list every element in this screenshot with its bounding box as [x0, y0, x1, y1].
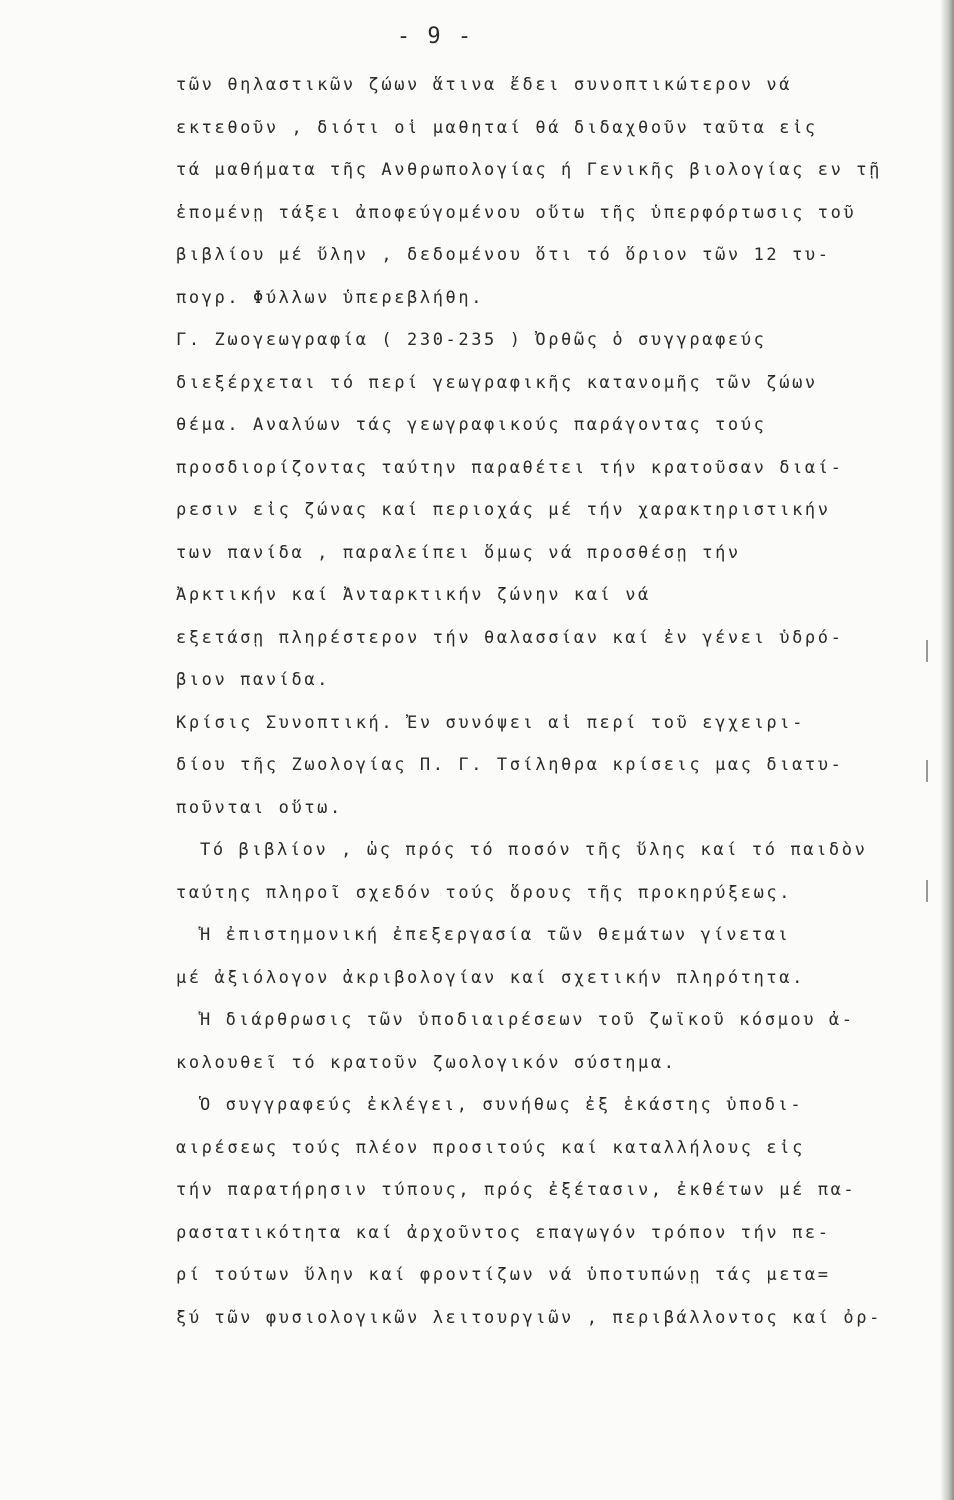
text-line: εκτεθοῦν , διότι οἱ μαθηταί θά διδαχθοῦν ταῦτα εἰς [176, 117, 818, 138]
text-line: ἑπομένῃ τάξει ἀποφεύγομένου οὕτω τῆς ὑπερφόρτωσις τοῦ [176, 202, 857, 223]
section-heading-line: Κρίσις Συνοπτική. Ἐν συνόψει αἱ περί τοῦ εγχειρι- [176, 712, 805, 733]
binding-mark [926, 760, 928, 782]
text-line: εξετάσῃ πληρέστερον τήν θαλασσίαν καί ἐν γένει ὑδρό- [176, 627, 844, 648]
text-line: ξύ τῶν φυσιολογικῶν λειτουργιῶν , περιβάλλοντος καί ὀρ- [176, 1307, 882, 1328]
text-line: Ἀρκτικήν καί Ἀνταρκτικήν ζώνην καί νά [176, 585, 651, 605]
binding-edge [940, 0, 954, 1500]
text-line: Ὁ συγγραφεύς ἐκλέγει, συνήθως ἐξ ἑκάστης ὑποδι- [200, 1095, 804, 1115]
text-line: Τό βιβλίον , ὡς πρός τό ποσόν τῆς ὕλης καί τό παιδὸν [200, 840, 868, 860]
text-line: προσδιορίζοντας ταύτην παραθέτει τήν κρατοῦσαν διαί- [176, 457, 844, 478]
text-line: Ἡ ἐπιστημονική ἐπεξεργασία τῶν θεμάτων γίνεται [200, 925, 791, 945]
text-line: ρί τούτων ὕλην καί φροντίζων νά ὑποτυπώνῃ τάς μετα= [176, 1265, 831, 1285]
binding-mark [926, 880, 928, 902]
text-line: τῶν θηλαστικῶν ζώων ἅτινα ἔδει συνοπτικώτερον νά [176, 75, 793, 95]
text-line: των πανίδα , παραλείπει ὅμως νά προσθέσῃ τήν [176, 542, 741, 563]
text-line: δίου τῆς Ζωολογίας Π. Γ. Τσίληθρα κρίσεις μας διατυ- [176, 755, 844, 775]
text-line: ταύτης πληροῖ σχεδόν τούς ὅρους τῆς προκηρύξεως. [176, 882, 793, 903]
text-line: αιρέσεως τούς πλέον προσιτούς καί καταλλήλους εἰς [176, 1137, 805, 1158]
text-line: ρεσιν εἰς ζώνας καί περιοχάς μέ τήν χαρακτηριστικήν [176, 500, 831, 520]
text-line: Γ. Ζωογεωγραφία ( 230-235 ) Ὀρθῶς ὁ συγγραφεύς [176, 330, 767, 350]
text-line: διεξέρχεται τό περί γεωγραφικῆς κατανομῆς τῶν ζώων [176, 372, 818, 393]
text-line: μέ ἀξιόλογον ἀκριβολογίαν καί σχετικήν πληρότητα. [176, 967, 805, 988]
text-line: ραστατικότητα καί ἀρχοῦντος επαγωγόν τρόπον τήν πε- [176, 1222, 831, 1243]
page-number: - 9 - [396, 24, 474, 49]
text-line: ποῦνται οὕτω. [176, 797, 343, 818]
text-line: βιον πανίδα. [176, 670, 331, 690]
binding-mark [926, 640, 928, 662]
text-line: Ἡ διάρθρωσις τῶν ὑποδιαιρέσεων τοῦ ζωϊκοῦ κόσμου ἀ- [200, 1010, 855, 1030]
text-line: θέμα. Αναλύων τάς γεωγραφικούς παράγοντας τούς [176, 415, 767, 435]
text-line: κολουθεῖ τό κρατοῦν ζωολογικόν σύστημα. [176, 1052, 677, 1073]
text-line: πογρ. Φύλλων ὑπερεβλήθη. [176, 287, 485, 308]
text-line: τήν παρατήρησιν τύπους, πρός ἐξέτασιν, ἐκθέτων μέ πα- [176, 1180, 857, 1200]
document-body [176, 64, 916, 1339]
text-line: τά μαθήματα τῆς Ανθρωπολογίας ή Γενικῆς βιολογίας εν τῇ [176, 160, 882, 180]
text-line: βιβλίου μέ ὕλην , δεδομένου ὅτι τό ὅριον τῶν 12 τυ- [176, 245, 831, 265]
